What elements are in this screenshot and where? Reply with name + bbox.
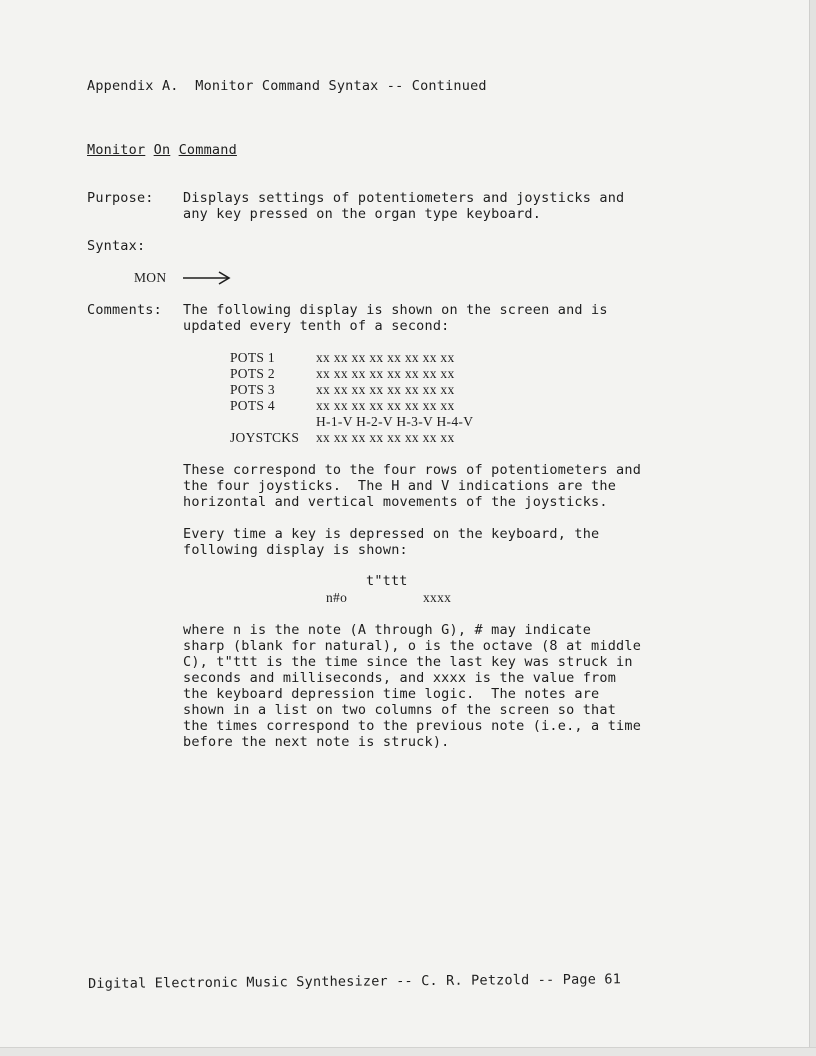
display-row-label: JOYSTCKS [230,430,300,445]
paragraph-line: horizontal and vertical movements of the joysticks. [183,494,608,510]
paragraph-line: the four joysticks. The H and V indications are the [183,478,617,494]
paragraph-line: These correspond to the four rows of potentiometers and [183,462,642,478]
display-row-values: xx xx xx xx xx xx xx xx [316,398,455,413]
display-row-values: xx xx xx xx xx xx xx xx [316,430,455,445]
section-heading-word-2: On [153,142,171,158]
display-row-values: xx xx xx xx xx xx xx xx [316,382,455,397]
section-heading-word-3: Command [178,142,237,158]
paragraph-line: Every time a key is depressed on the keyboard, the [183,526,600,542]
paragraph-line: the times correspond to the previous note (i.e., a time [183,718,642,734]
display-row-values: xx xx xx xx xx xx xx xx [316,350,455,365]
paragraph-line: sharp (blank for natural), o is the octave (8 at middle [183,638,642,654]
section-heading [87,142,237,158]
paragraph-line: shown in a list on two columns of the screen so that [183,702,617,718]
paragraph-line: following display is shown: [183,542,408,558]
arrow-right-icon [181,270,233,286]
page-edge-right [809,0,816,1056]
paragraph-line: the keyboard depression time logic. The notes are [183,686,600,702]
paragraph-line: where n is the note (A through G), # may indicate [183,622,592,638]
display-row-values: H-1-V H-2-V H-3-V H-4-V [316,414,474,429]
section-heading-word-1: Monitor [87,142,146,158]
key-display-time: t"ttt [366,573,408,589]
paragraph-line: before the next note is struck). [183,734,450,750]
key-display-note: n#o [326,590,348,605]
comments-intro-line-1: The following display is shown on the screen and is [183,302,608,318]
page-footer: Digital Electronic Music Synthesizer -- C. R. Petzold -- Page 61 [88,971,622,992]
display-row-label: POTS 4 [230,398,275,413]
paragraph-line: seconds and milliseconds, and xxxx is the value from [183,670,617,686]
purpose-label: Purpose: [87,190,154,206]
key-display-value: xxxx [423,590,452,605]
display-row-values: xx xx xx xx xx xx xx xx [316,366,455,381]
syntax-command: MON [134,270,167,285]
comments-intro-line-2: updated every tenth of a second: [183,318,450,334]
display-row-label: POTS 2 [230,366,275,381]
comments-label: Comments: [87,302,162,318]
paragraph-line: C), t"ttt is the time since the last key was struck in [183,654,633,670]
page-header-title: Appendix A. Monitor Command Syntax -- Continued [87,78,487,94]
display-row-label: POTS 3 [230,382,275,397]
page-edge-bottom [0,1047,816,1056]
syntax-label: Syntax: [87,238,146,254]
display-row-label: POTS 1 [230,350,275,365]
purpose-line-2: any key pressed on the organ type keyboard. [183,206,542,222]
purpose-line-1: Displays settings of potentiometers and joysticks and [183,190,625,206]
